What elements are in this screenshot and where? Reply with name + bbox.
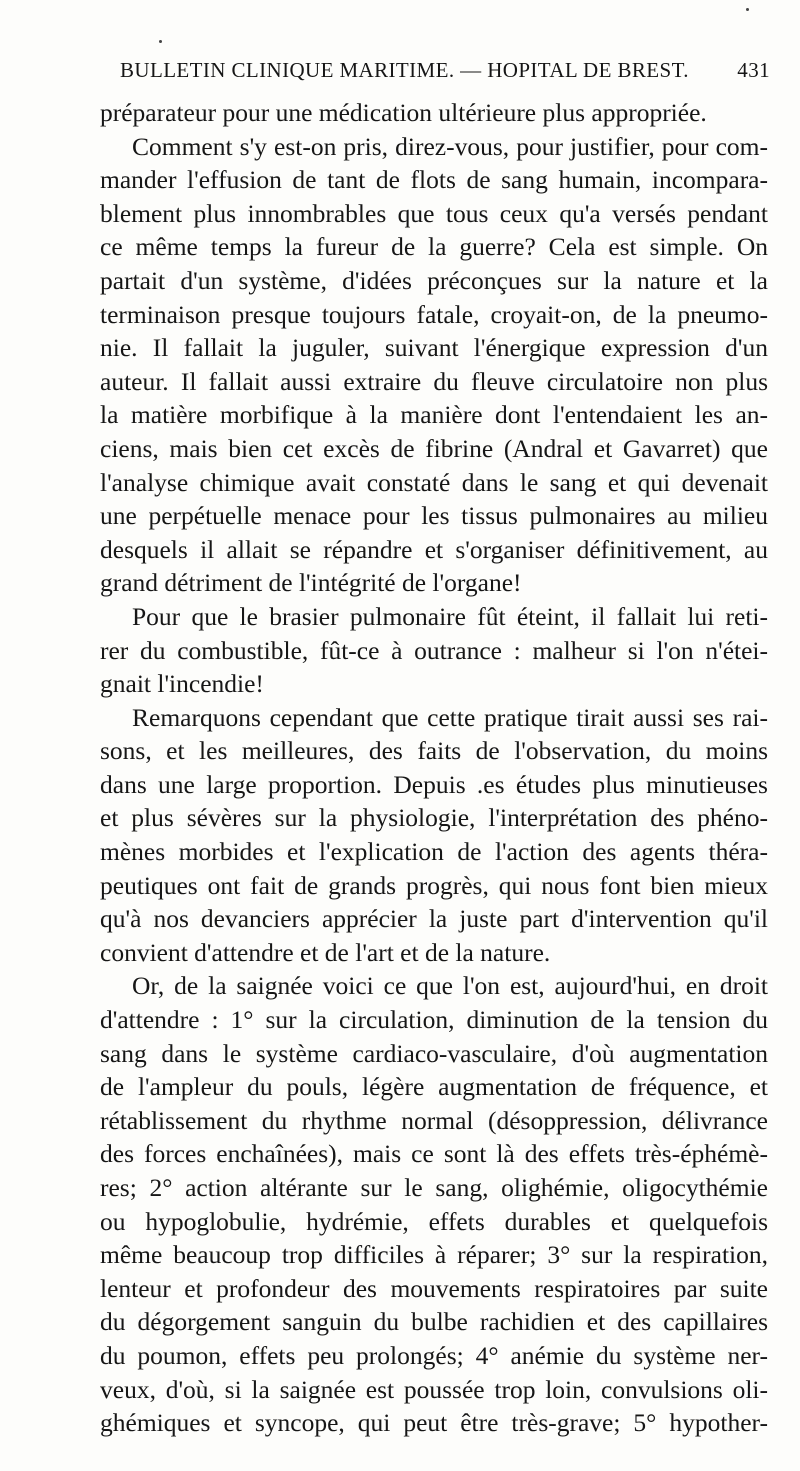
text-line: et plus sévères sur la physiologie, l'interprétation des phéno- <box>100 803 768 833</box>
text-line: ou hypoglobulie, hydrémie, effets durables et quelquefois <box>100 1206 768 1236</box>
text-line: du poumon, effets peu prolongés; 4° anémie du système ner- <box>100 1340 768 1370</box>
text-line: peutiques ont fait de grands progrès, qui nous font bien mieux <box>100 870 768 900</box>
text-line: veux, d'où, si la saignée est poussée trop loin, convulsions oli- <box>100 1374 768 1404</box>
running-header <box>110 58 770 88</box>
text-line: sons, et les meilleures, des faits de l'observation, du moins <box>100 736 768 766</box>
paragraph <box>100 600 768 701</box>
running-title: BULLETIN CLINIQUE MARITIME. — HOPITAL DE BREST. <box>120 58 689 82</box>
text-line: grand détriment de l'intégrité de l'organe! <box>100 568 522 598</box>
text-line: la matière morbifique à la manière dont l'entendaient les an- <box>100 400 768 430</box>
text-line: Or, de la saignée voici ce que l'on est, aujourd'hui, en droit <box>132 971 768 1001</box>
text-line: Pour que le brasier pulmonaire fût éteint, il fallait lui reti- <box>132 601 768 631</box>
text-line: desquels il allait se répandre et s'organiser définitivement, au <box>100 534 768 564</box>
text-line: ce même temps la fureur de la guerre? Cela est simple. On <box>100 232 768 262</box>
text-line: nie. Il fallait la juguler, suivant l'énergique expression d'un <box>100 333 768 363</box>
ink-speck <box>159 40 162 43</box>
text-line: Comment s'y est-on pris, direz-vous, pour justifier, pour com- <box>132 131 768 161</box>
page-number: 431 <box>737 58 770 82</box>
text-line: res; 2° action altérante sur le sang, olighémie, oligocythémie <box>100 1173 768 1202</box>
text-line: rétablissement du rhythme normal (désoppression, délivrance <box>100 1105 768 1135</box>
text-line: sang dans le système cardiaco-vasculaire, d'où augmentation <box>100 1038 768 1068</box>
text-line: une perpétuelle menace pour les tissus pulmonaires au milieu <box>100 501 768 531</box>
text-line: l'analyse chimique avait constaté dans le sang et qui devenait <box>100 467 768 497</box>
text-line: même beaucoup trop difficiles à réparer; 3° sur la respiration, <box>100 1240 768 1270</box>
text-line: de l'ampleur du pouls, légère augmentation de fréquence, et <box>100 1072 768 1102</box>
paragraph <box>100 96 768 130</box>
paragraph <box>100 969 768 1439</box>
text-line: préparateur pour une médication ultérieure plus appropriée. <box>100 98 707 127</box>
text-line: convient d'attendre et de l'art et de la nature. <box>100 937 551 967</box>
text-line: qu'à nos devanciers apprécier la juste part d'intervention qu'il <box>100 904 768 934</box>
text-line: d'attendre : 1° sur la circulation, diminution de la tension du <box>100 1005 768 1035</box>
text-line: du dégorgement sanguin du bulbe rachidien et des capillaires <box>100 1307 768 1337</box>
text-line: blement plus innombrables que tous ceux qu'a versés pendant <box>100 198 768 228</box>
paragraph <box>100 701 768 970</box>
text-line: terminaison presque toujours fatale, croyait-on, de la pneumo- <box>100 299 768 329</box>
body-text <box>100 96 768 1440</box>
text-line: dans une large proportion. Depuis .es études plus minutieuses <box>100 769 768 799</box>
text-line: partait d'un système, d'idées préconçues sur la nature et la <box>100 265 768 295</box>
text-line: mènes morbides et l'explication de l'action des agents théra- <box>100 837 768 867</box>
text-line: Remarquons cependant que cette pratique tirait aussi ses rai- <box>132 702 768 732</box>
text-line: mander l'effusion de tant de flots de sang humain, incompara- <box>100 165 768 195</box>
text-line: ciens, mais bien cet excès de fibrine (Andral et Gavarret) que <box>100 433 768 463</box>
paragraph <box>100 130 768 600</box>
text-line: lenteur et profondeur des mouvements respiratoires par suite <box>100 1273 768 1303</box>
text-line: rer du combustible, fût-ce à outrance : malheur si l'on n'étei- <box>100 635 768 665</box>
text-line: gnait l'incendie! <box>100 669 264 699</box>
text-line: auteur. Il fallait aussi extraire du fleuve circulatoire non plus <box>100 366 768 396</box>
text-line: des forces enchaînées), mais ce sont là des effets très-éphémè- <box>100 1139 768 1169</box>
ink-speck <box>746 8 749 11</box>
text-line: ghémiques et syncope, qui peut être très-grave; 5° hypother- <box>100 1408 768 1438</box>
